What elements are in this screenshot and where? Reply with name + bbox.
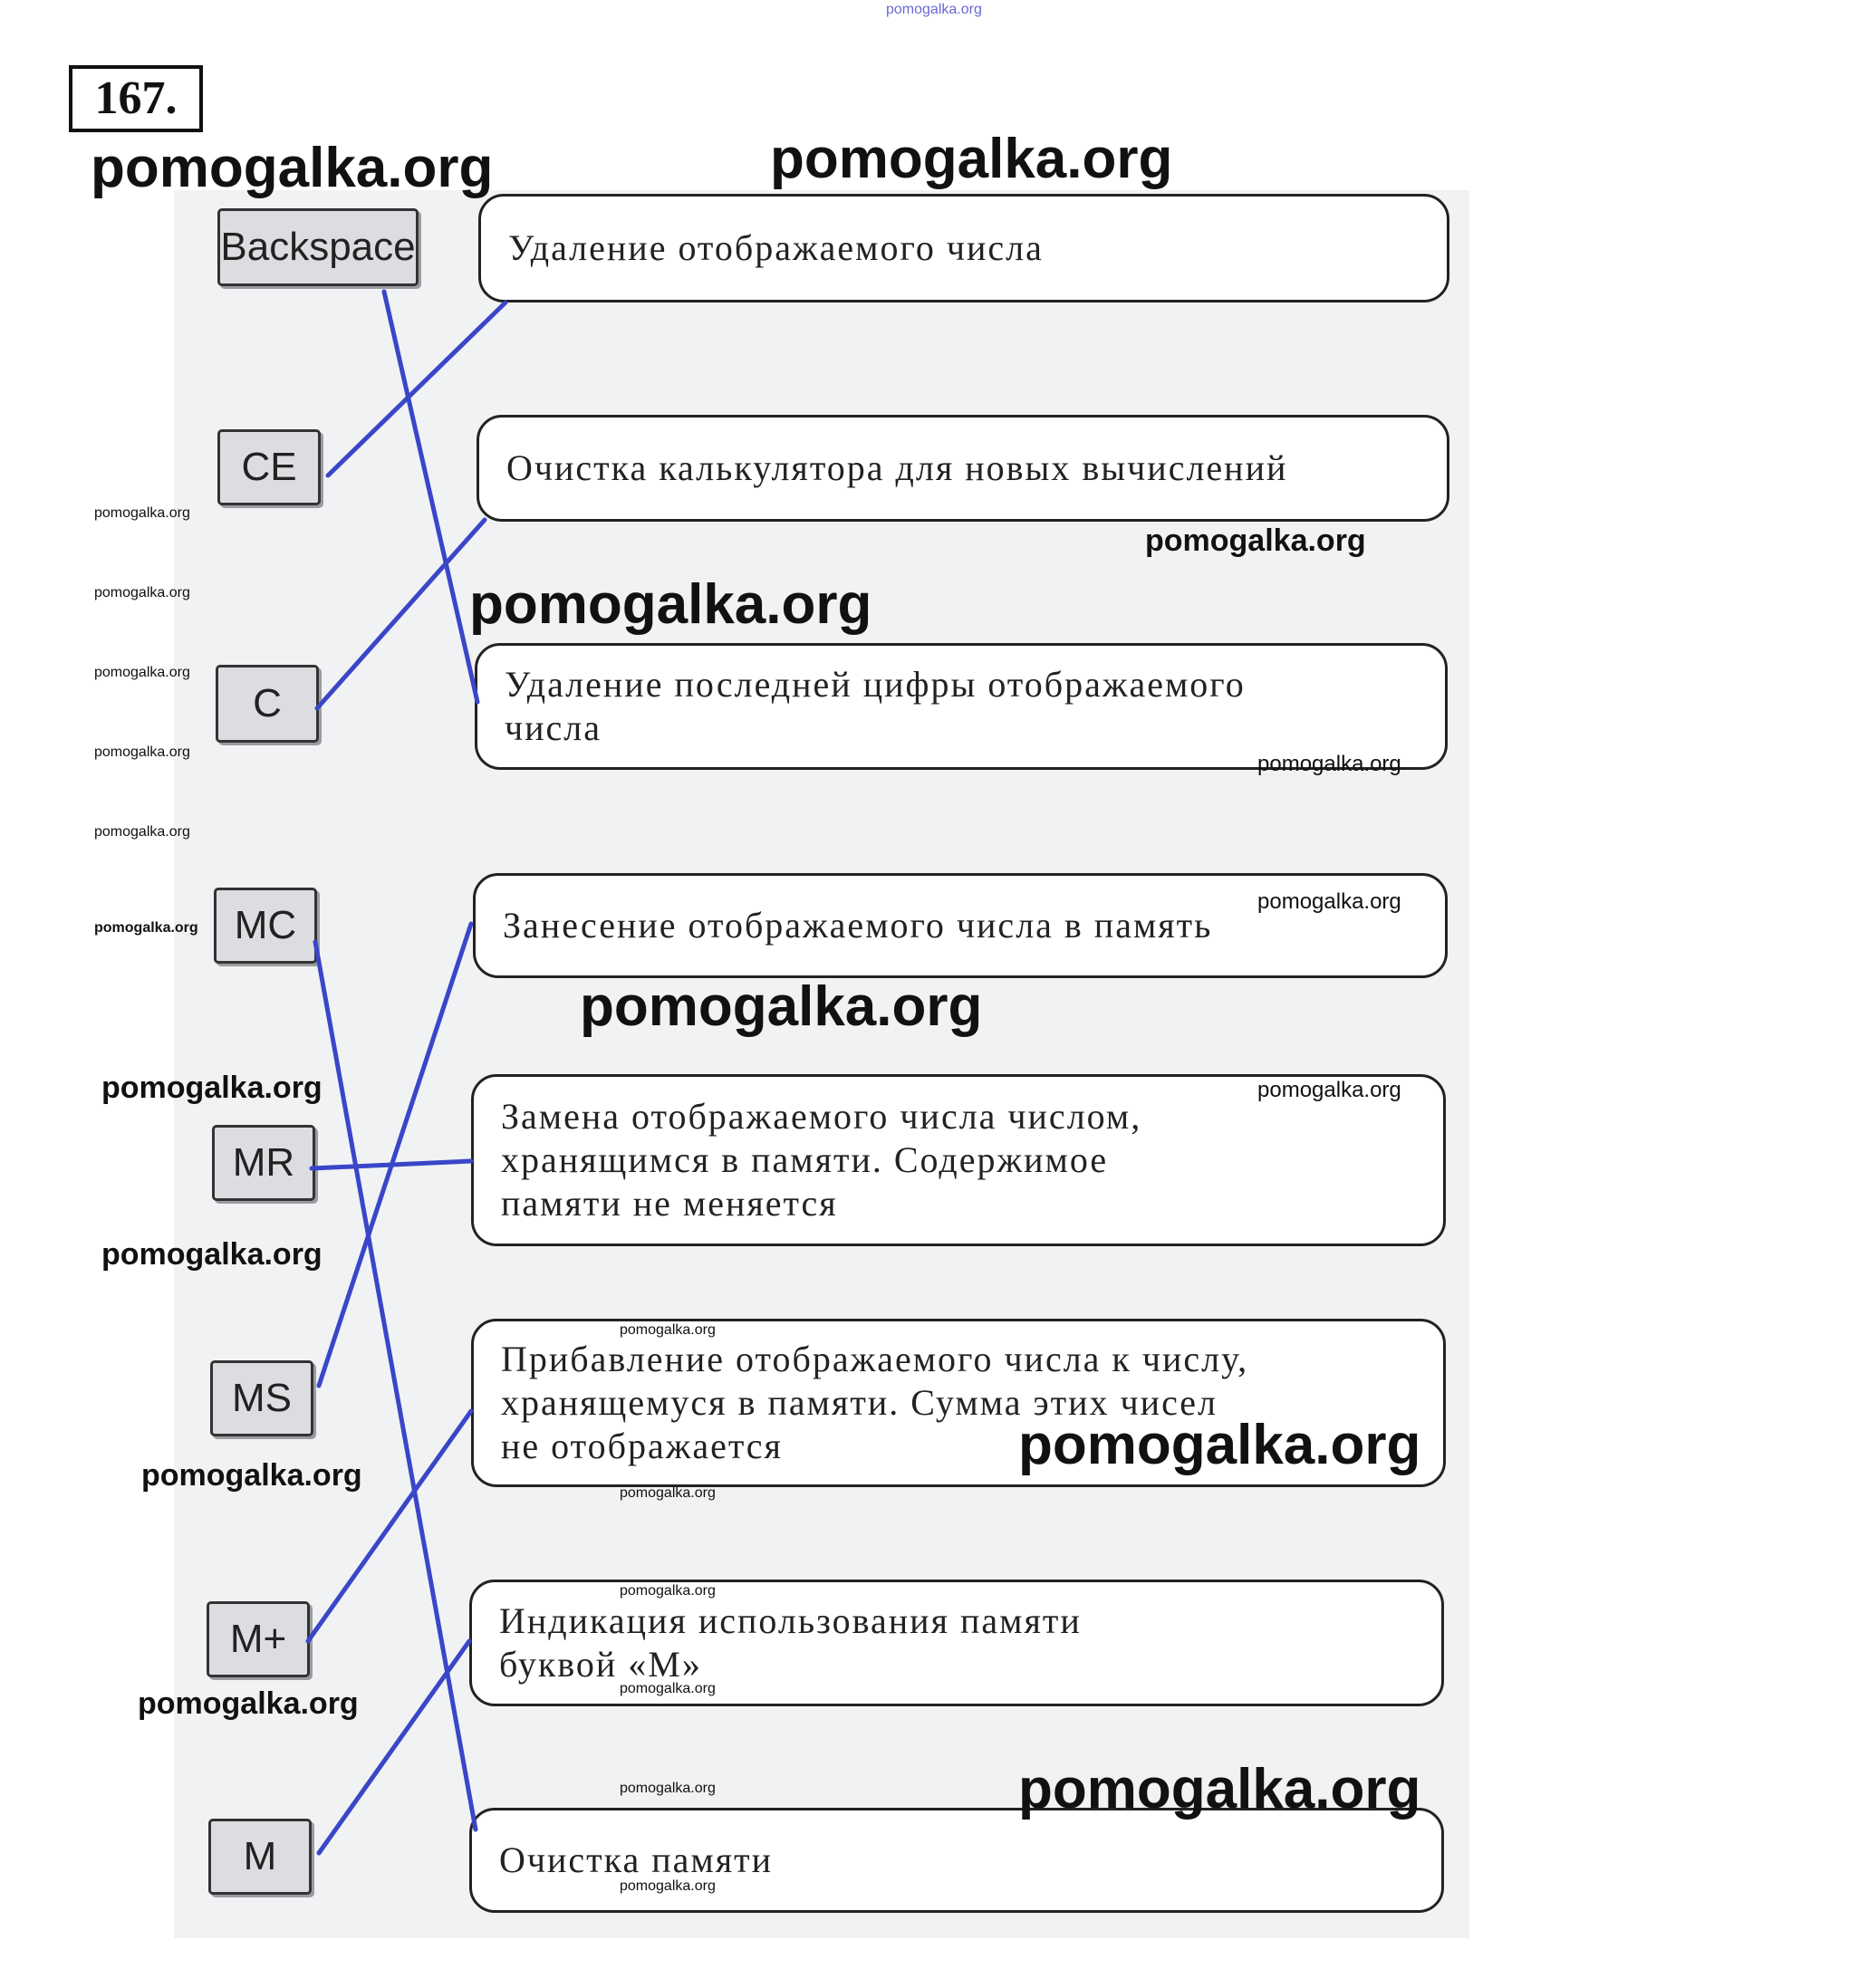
watermark: pomogalka.org — [620, 1681, 716, 1696]
watermark: pomogalka.org — [1145, 523, 1366, 558]
watermark: pomogalka.org — [1257, 889, 1401, 914]
line-ms — [319, 924, 471, 1386]
watermark: pomogalka.org — [1257, 1078, 1401, 1102]
watermark: pomogalka.org — [886, 2, 982, 17]
watermark: pomogalka.org — [620, 1322, 716, 1338]
watermark: pomogalka.org — [91, 137, 494, 199]
watermark: pomogalka.org — [94, 920, 198, 936]
task-number: 167. — [69, 65, 203, 132]
watermark: pomogalka.org — [620, 1485, 716, 1501]
watermark: pomogalka.org — [1257, 752, 1401, 776]
key-label: M+ — [229, 1617, 287, 1661]
key-label: Backspace — [220, 225, 416, 269]
description-box: Индикация использования памяти буквой «М» — [469, 1580, 1444, 1706]
key-label: MC — [234, 903, 297, 947]
description-box: Замена отображаемого числа числом, хранящимся в памяти. Содержимое памяти не меняется — [471, 1074, 1446, 1246]
watermark: pomogalka.org — [94, 665, 190, 680]
key-label: MS — [232, 1376, 292, 1420]
key-label: CE — [241, 445, 297, 489]
watermark: pomogalka.org — [101, 1071, 323, 1105]
description-box: Прибавление отображаемого числа к числу, хранящемуся в памяти. Сумма этих чисел не отображается — [471, 1319, 1446, 1487]
watermark: pomogalka.org — [620, 1878, 716, 1894]
watermark: pomogalka.org — [620, 1583, 716, 1599]
watermark: pomogalka.org — [94, 824, 190, 840]
watermark: pomogalka.org — [138, 1686, 359, 1721]
description-box: Удаление отображаемого числа — [478, 194, 1449, 303]
line-m — [319, 1641, 469, 1853]
description-box: Удаление последней цифры отображаемого числа — [475, 643, 1448, 770]
watermark: pomogalka.org — [94, 744, 190, 760]
watermark: pomogalka.org — [469, 573, 872, 636]
description-box: Занесение отображаемого числа в память — [473, 873, 1448, 978]
line-m-plus — [308, 1411, 471, 1641]
watermark: pomogalka.org — [1018, 1758, 1421, 1820]
description-box: Очистка калькулятора для новых вычислений — [477, 415, 1449, 522]
watermark: pomogalka.org — [94, 585, 190, 600]
watermark: pomogalka.org — [1018, 1414, 1421, 1476]
watermark: pomogalka.org — [141, 1458, 362, 1493]
line-backspace — [384, 292, 477, 702]
watermark: pomogalka.org — [580, 975, 983, 1038]
watermark: pomogalka.org — [94, 505, 190, 521]
description-box: Очистка памяти — [469, 1808, 1444, 1913]
key-label: C — [253, 681, 282, 725]
watermark: pomogalka.org — [770, 128, 1173, 190]
watermark: pomogalka.org — [101, 1237, 323, 1272]
line-ce — [328, 303, 506, 475]
watermark: pomogalka.org — [620, 1781, 716, 1796]
key-label: MR — [232, 1140, 295, 1185]
key-label: M — [243, 1834, 277, 1878]
